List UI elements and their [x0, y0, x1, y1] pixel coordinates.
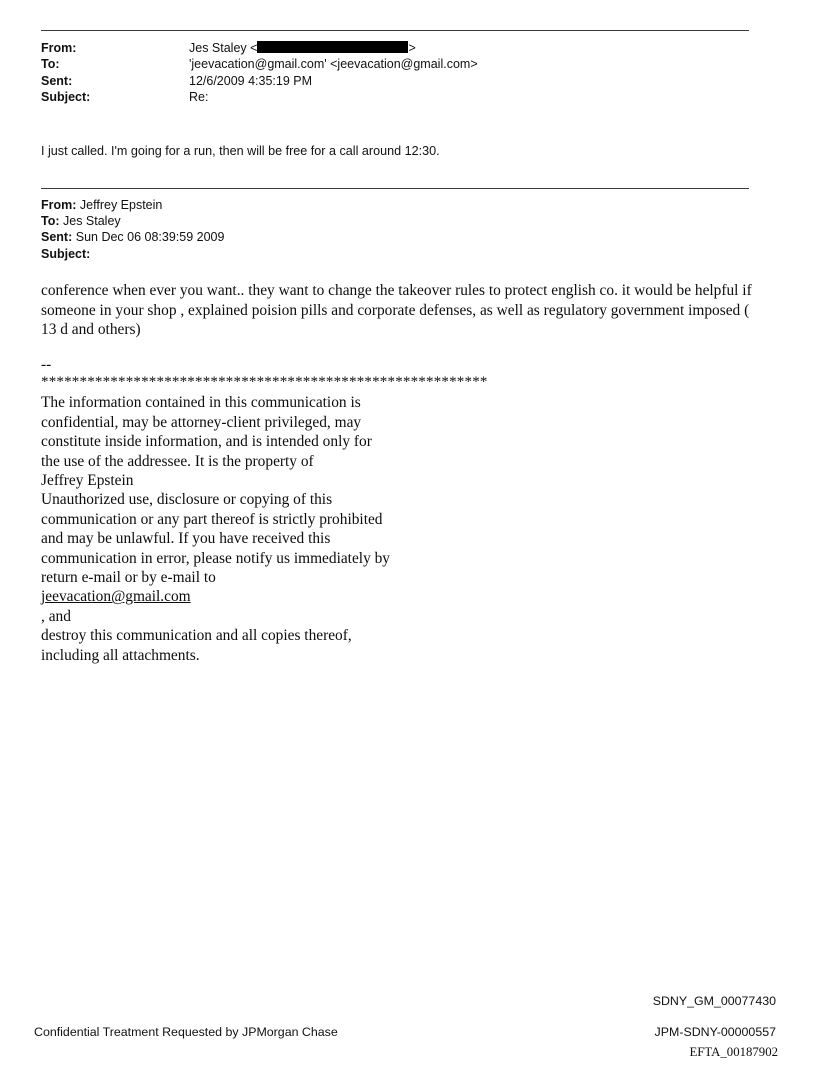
header-row-sent-2 [41, 229, 751, 245]
from-value [189, 40, 478, 56]
disclaimer-line-with-link [41, 568, 601, 626]
to-value-2: Jes Staley [63, 214, 121, 229]
to-label-2: To: [41, 214, 60, 229]
disclaimer-line: constitute inside information, and is intended only for [41, 433, 372, 451]
message-divider [41, 188, 749, 189]
link-line-suffix: , and [41, 607, 71, 625]
bates-number-middle: JPM-SDNY-00000557 [654, 1025, 776, 1039]
sent-label-2: Sent: [41, 230, 73, 245]
sent-value: 12/6/2009 4:35:19 PM [189, 73, 313, 88]
link-line-prefix: return e-mail or by e-mail to [41, 569, 216, 587]
header-row-from-2 [41, 197, 751, 213]
disclaimer-line: communication or any part thereof is strictly prohibited [41, 510, 383, 528]
email-signature-disclaimer [41, 355, 601, 665]
header-row-subject-2 [41, 246, 751, 262]
disclaimer-line: The information contained in this communication is [41, 394, 361, 412]
header-row-to-2 [41, 213, 751, 229]
sent-label: Sent: [41, 73, 73, 88]
email-header-message-2 [41, 197, 751, 262]
subject-value: Re: [189, 89, 209, 104]
disclaimer-line: confidential, may be attorney-client privileged, may [41, 413, 362, 431]
to-value: 'jeevacation@gmail.com' <jeevacation@gmail.com> [189, 57, 478, 72]
email-header-message-1 [41, 40, 751, 105]
header-row-subject [41, 89, 478, 105]
disclaimer-line: including all attachments. [41, 646, 200, 664]
header-row-to [41, 56, 478, 72]
from-value-prefix: Jes Staley < [189, 41, 258, 55]
subject-label-2: Subject: [41, 246, 91, 261]
redaction-bar [257, 41, 408, 53]
from-value-2: Jeffrey Epstein [79, 198, 163, 212]
sent-value-2: Sun Dec 06 08:39:59 2009 [75, 230, 225, 245]
disclaimer-line: Unauthorized use, disclosure or copying of this [41, 491, 333, 509]
header-row-from [41, 40, 478, 56]
header-divider-top [41, 30, 749, 31]
subject-label: Subject: [41, 89, 91, 104]
email-body-message-1: I just called. I'm going for a run, then will be free for a call around 12:30. [41, 144, 440, 158]
signature-dashes: -- [41, 356, 52, 373]
email-link[interactable]: jeevacation@gmail.com [41, 588, 191, 606]
from-value-suffix: > [408, 41, 416, 55]
from-label-2: From: [41, 198, 77, 212]
disclaimer-line: destroy this communication and all copies thereof, [41, 627, 352, 645]
disclaimer-line: the use of the addressee. It is the property of [41, 452, 314, 470]
disclaimer-lines [41, 393, 601, 665]
header-row-sent [41, 73, 478, 89]
bates-number-bottom: EFTA_00187902 [689, 1045, 778, 1059]
disclaimer-line: and may be unlawful. If you have received this [41, 530, 331, 548]
to-label: To: [41, 57, 60, 72]
confidential-treatment-notice: Confidential Treatment Requested by JPMorgan Chase [34, 1025, 338, 1039]
bates-number-top: SDNY_GM_00077430 [652, 994, 776, 1008]
disclaimer-line: communication in error, please notify us immediately by [41, 549, 391, 567]
from-label: From: [41, 41, 77, 55]
disclaimer-line: Jeffrey Epstein [41, 472, 134, 490]
signature-star-rule: ********************************************************** [41, 374, 488, 391]
email-body-message-2: conference when ever you want.. they want to change the takeover rules to protect english co. it would be helpful if someone in your shop , explained poision pills and corporate defenses, as well as regulatory government imposed ( 13 d and others) [41, 282, 752, 339]
